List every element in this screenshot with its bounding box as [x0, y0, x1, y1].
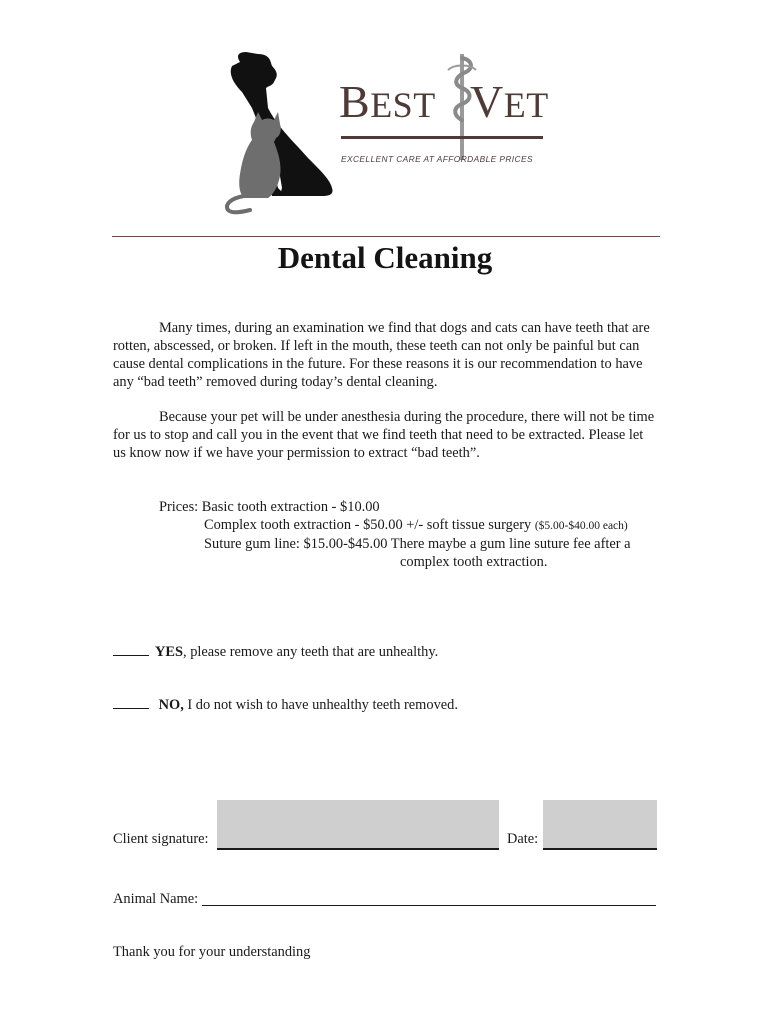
brand-name	[339, 76, 549, 127]
price-row-suture: Suture gum line: $15.00-$45.00 There maybe a gum line suture fee after a	[204, 536, 631, 552]
brand-wordmark	[339, 76, 549, 170]
yes-option	[113, 641, 438, 661]
price-row-suture-cont: complex tooth extraction.	[400, 554, 548, 570]
brand-first-cap: B	[339, 76, 371, 127]
brand-first-rest: EST	[370, 85, 436, 125]
cat-silhouette-icon	[239, 112, 281, 198]
no-text: I do not wish to have unhealthy teeth removed.	[183, 697, 458, 713]
no-label: NO,	[158, 697, 184, 713]
prices-label: Prices:	[159, 499, 199, 515]
price-list	[159, 498, 679, 571]
brand-divider	[341, 136, 543, 139]
no-option	[113, 694, 458, 714]
price-complex-note: ($5.00-$40.00 each)	[534, 520, 628, 532]
date-line	[543, 848, 657, 850]
price-row-basic	[159, 498, 679, 516]
price-basic: Basic tooth extraction - $10.00	[201, 499, 380, 515]
brand-second-cap: V	[470, 76, 504, 127]
yes-checkbox-line[interactable]	[113, 641, 149, 656]
price-complex: Complex tooth extraction - $50.00 +/- soft tissue surgery	[204, 517, 532, 533]
pet-silhouette-logo	[218, 48, 342, 216]
intro-paragraph: Many times, during an examination we find that dogs and cats can have teeth that are rotten, abscessed, or broken. If left in the mouth, these teeth can not only be painful but can cause dental complications in the future. For these reasons it is our recommendation to have any “bad teeth” removed during today’s dental cleaning.	[113, 320, 650, 390]
brand-second-rest: ET	[503, 85, 549, 125]
page-title: Dental Cleaning	[277, 240, 493, 275]
animal-name-field[interactable]	[202, 905, 656, 906]
no-checkbox-line[interactable]	[113, 694, 149, 709]
permission-paragraph: Because your pet will be under anesthesia during the procedure, there will not be time for us to stop and call you in the event that we find teeth that need to be extracted. Please let us know now if we have your permission to extract “bad teeth”.	[113, 409, 655, 461]
yes-label: YES	[155, 644, 183, 660]
client-signature-label: Client signature:	[113, 831, 209, 847]
price-row-complex	[159, 516, 679, 535]
animal-name-label: Animal Name:	[113, 891, 199, 907]
date-label: Date:	[507, 831, 539, 847]
client-signature-field[interactable]	[217, 800, 499, 850]
brand-tagline: EXCELLENT CARE AT AFFORDABLE PRICES	[341, 154, 533, 164]
closing-text: Thank you for your understanding	[113, 944, 311, 960]
yes-text: , please remove any teeth that are unhealthy.	[183, 644, 439, 660]
client-signature-line	[217, 848, 499, 850]
date-field[interactable]	[543, 800, 657, 850]
header-divider	[112, 236, 660, 237]
